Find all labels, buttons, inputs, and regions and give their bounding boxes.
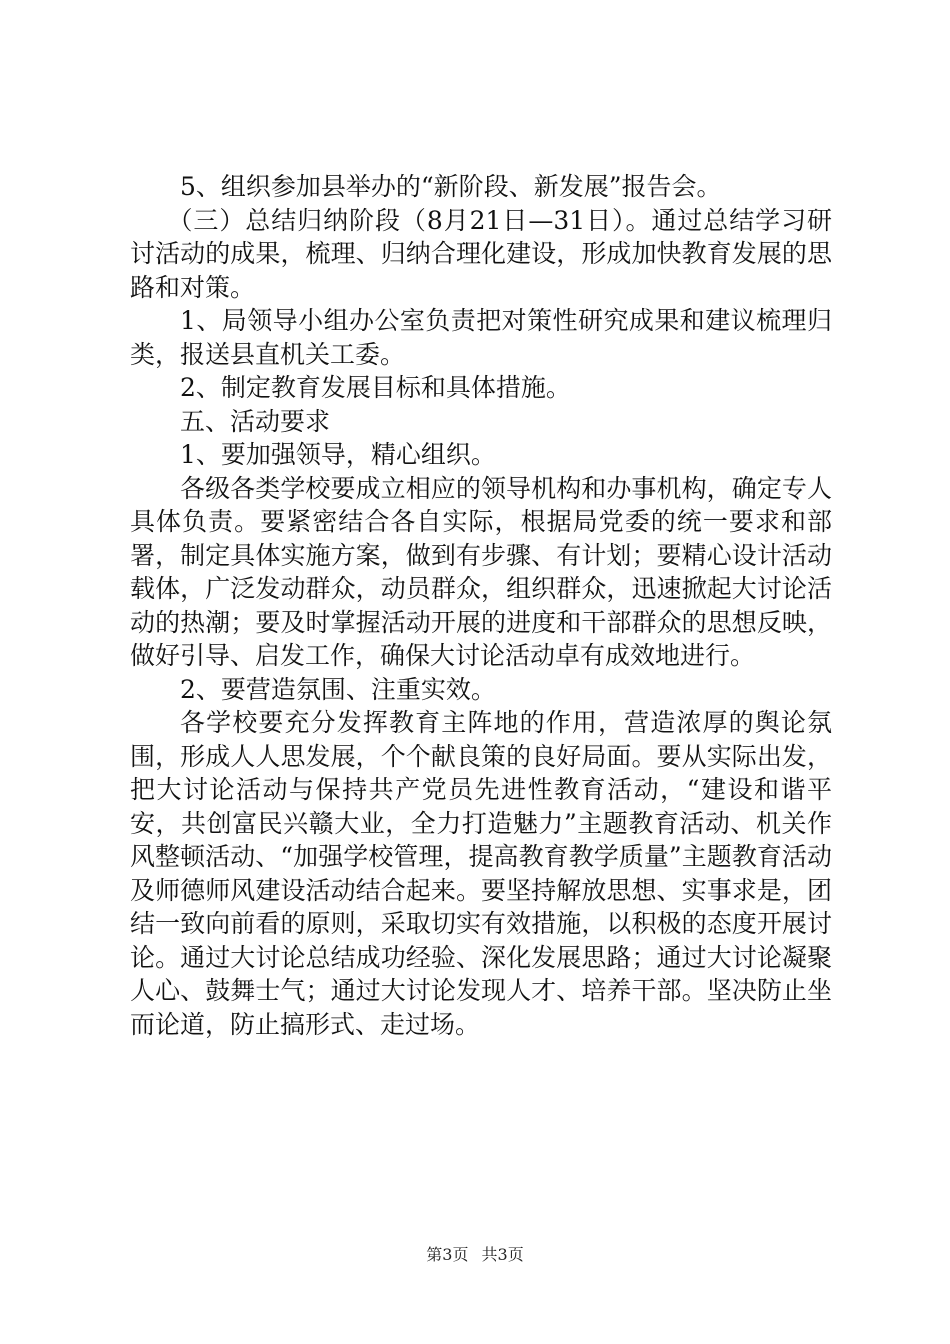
document-body [130, 170, 832, 1041]
page-number: 第3页 [426, 1245, 469, 1264]
page-total: 共3页 [481, 1245, 524, 1264]
paragraph-stage-three: （三）总结归纳阶段（8月21日—31日）。通过总结学习研讨活动的成果，梳理、归纳合理化建设，形成加快教育发展的思路和对策。 [130, 205, 832, 302]
paragraph-requirement-2-body: 各学校要充分发挥教育主阵地的作用，营造浓厚的舆论氛围，形成人人思发展，个个献良策的良好局面。要从实际出发，把大讨论活动与保持共产党员先进性教育活动，“建设和谐平安，共创富民兴赣大业，全力打造魅力”主题教育活动、机关作风整顿活动、“加强学校管理，提高教育教学质量”主题教育活动及师德师风建设活动结合起来。要坚持解放思想、实事求是，团结一致向前看的原则，采取切实有效措施，以积极的态度开展讨论。通过大讨论总结成功经验、深化发展思路；通过大讨论凝聚人心、鼓舞士气；通过大讨论发现人才、培养干部。坚决防止坐而论道，防止搞形式、走过场。 [130, 708, 832, 1039]
paragraph-requirement-1-body: 各级各类学校要成立相应的领导机构和办事机构，确定专人具体负责。要紧密结合各自实际，根据局党委的统一要求和部署，制定具体实施方案，做到有步骤、有计划；要精心设计活动载体，广泛发动群众，动员群众，组织群众，迅速掀起大讨论活动的热潮；要及时掌握活动开展的进度和干部群众的思想反映，做好引导、启发工作，确保大讨论活动卓有成效地进行。 [130, 473, 832, 670]
paragraph-item-2-goals: 2、制定教育发展目标和具体措施。 [180, 373, 571, 402]
paragraph-item-5: 5、组织参加县举办的“新阶段、新发展”报告会。 [180, 172, 722, 201]
paragraph-requirement-1-title: 1、要加强领导，精心组织。 [180, 440, 496, 469]
paragraph-item-1-office: 1、局领导小组办公室负责把对策性研究成果和建议梳理归类，报送县直机关工委。 [130, 306, 832, 369]
paragraph-requirement-2-title: 2、要营造氛围、注重实效。 [180, 674, 496, 704]
section-heading-requirements: 五、活动要求 [180, 406, 331, 436]
page-footer [0, 1242, 950, 1265]
